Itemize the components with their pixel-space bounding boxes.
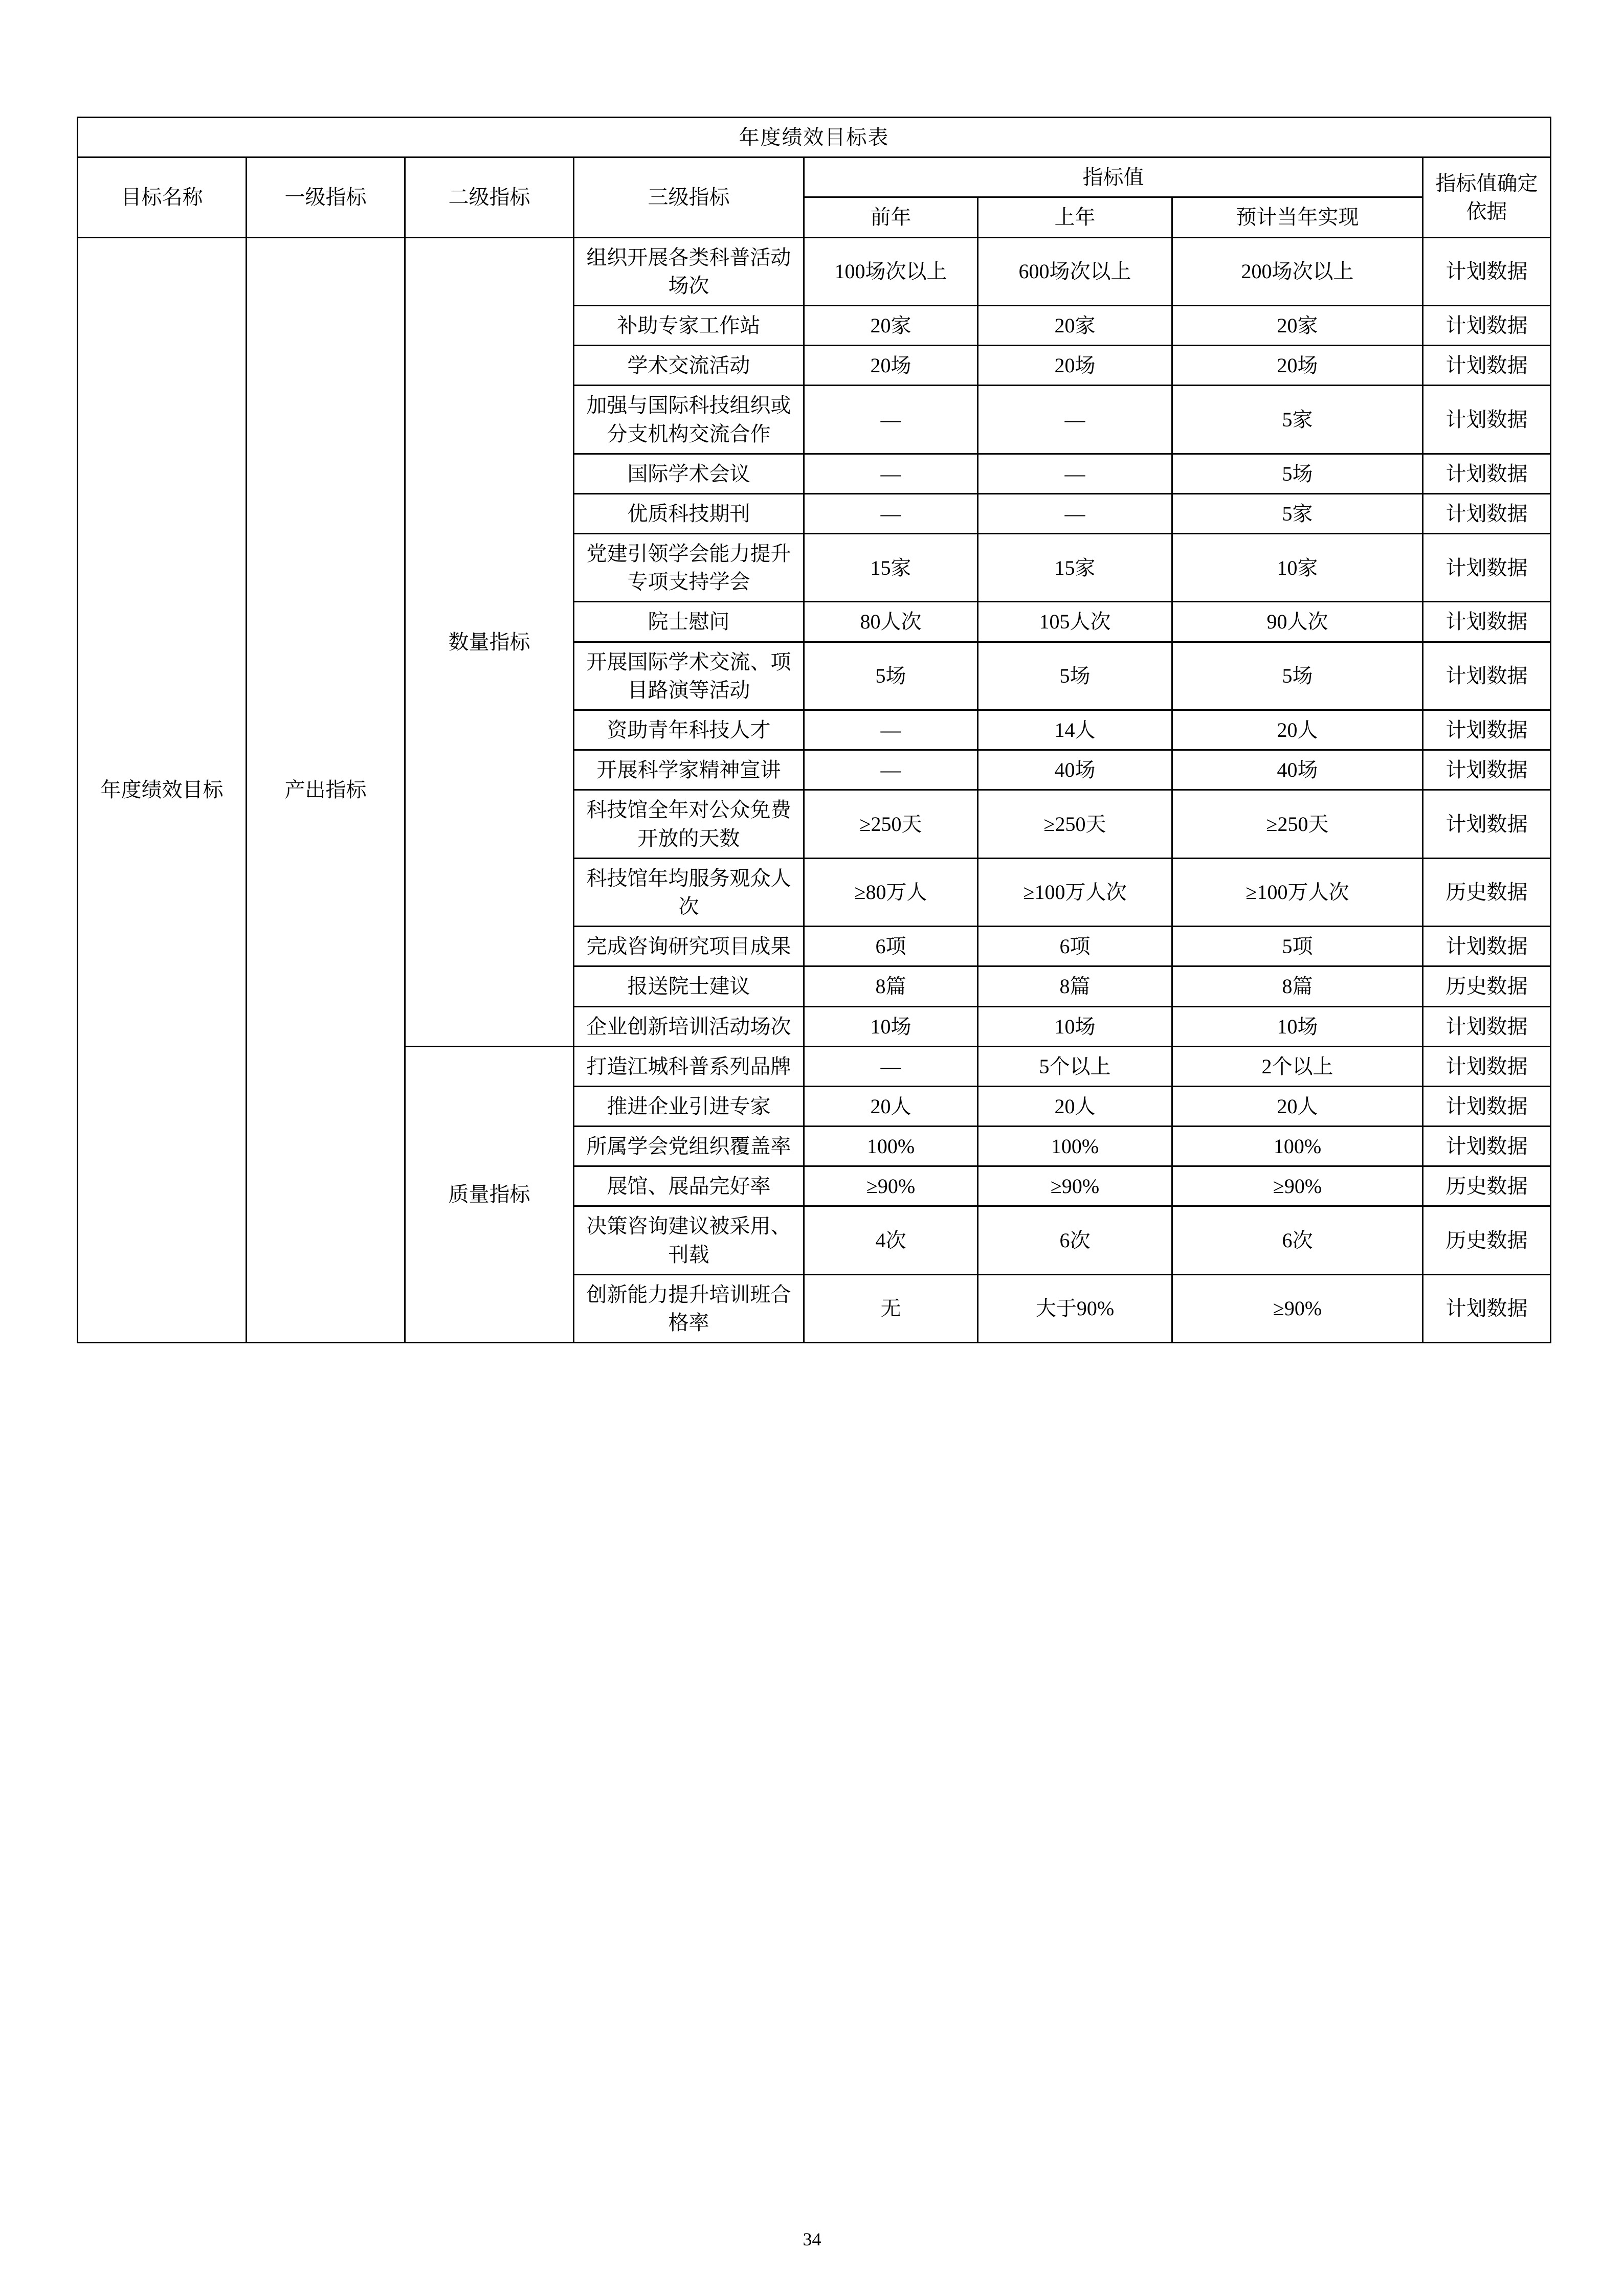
- cell-level3: 国际学术会议: [574, 454, 804, 493]
- cell-level2: 数量指标: [405, 237, 574, 1046]
- cell-current: 5场: [1172, 642, 1423, 710]
- cell-prev2: 无: [804, 1274, 978, 1342]
- cell-level3: 打造江城科普系列品牌: [574, 1046, 804, 1086]
- cell-prev1: 20场: [978, 346, 1172, 386]
- cell-basis: 计划数据: [1423, 305, 1551, 345]
- cell-current: 200场次以上: [1172, 237, 1423, 305]
- cell-prev2: ≥90%: [804, 1166, 978, 1206]
- header-level2: 二级指标: [405, 157, 574, 237]
- cell-current: 5家: [1172, 493, 1423, 533]
- cell-basis: 计划数据: [1423, 493, 1551, 533]
- cell-basis: 计划数据: [1423, 750, 1551, 790]
- cell-level3: 完成咨询研究项目成果: [574, 927, 804, 966]
- cell-prev2: 8篇: [804, 966, 978, 1006]
- cell-level3: 科技馆全年对公众免费开放的天数: [574, 790, 804, 858]
- cell-prev2: ≥250天: [804, 790, 978, 858]
- table-title-row: [78, 118, 1551, 157]
- cell-current: 5家: [1172, 386, 1423, 454]
- cell-level3: 学术交流活动: [574, 346, 804, 386]
- cell-current: ≥100万人次: [1172, 858, 1423, 926]
- cell-prev1: ≥90%: [978, 1166, 1172, 1206]
- cell-prev1: 5个以上: [978, 1046, 1172, 1086]
- cell-level3: 决策咨询建议被采用、刊载: [574, 1206, 804, 1274]
- cell-prev2: 100场次以上: [804, 237, 978, 305]
- cell-level3: 推进企业引进专家: [574, 1086, 804, 1126]
- cell-prev1: —: [978, 493, 1172, 533]
- cell-basis: 计划数据: [1423, 642, 1551, 710]
- cell-basis: 历史数据: [1423, 966, 1551, 1006]
- cell-basis: 历史数据: [1423, 1166, 1551, 1206]
- cell-level1: 产出指标: [247, 237, 405, 1343]
- cell-basis: 计划数据: [1423, 346, 1551, 386]
- cell-level3: 报送院士建议: [574, 966, 804, 1006]
- cell-prev2: 15家: [804, 534, 978, 602]
- cell-prev2: —: [804, 1046, 978, 1086]
- cell-basis: 计划数据: [1423, 386, 1551, 454]
- header-year-before-last: 前年: [804, 197, 978, 237]
- cell-prev2: 5场: [804, 642, 978, 710]
- page-number: 34: [803, 2229, 821, 2249]
- cell-level3: 补助专家工作站: [574, 305, 804, 345]
- cell-current: 10家: [1172, 534, 1423, 602]
- cell-basis: 计划数据: [1423, 237, 1551, 305]
- cell-current: ≥250天: [1172, 790, 1423, 858]
- cell-prev1: 20人: [978, 1086, 1172, 1126]
- header-indicator-value: 指标值: [804, 157, 1423, 197]
- cell-basis: 计划数据: [1423, 1046, 1551, 1086]
- cell-level3: 开展国际学术交流、项目路演等活动: [574, 642, 804, 710]
- cell-prev2: 6项: [804, 927, 978, 966]
- cell-prev1: 6项: [978, 927, 1172, 966]
- header-goal-name: 目标名称: [78, 157, 247, 237]
- cell-current: 2个以上: [1172, 1046, 1423, 1086]
- cell-prev1: —: [978, 386, 1172, 454]
- cell-prev2: 4次: [804, 1206, 978, 1274]
- cell-basis: 计划数据: [1423, 454, 1551, 493]
- cell-level3: 院士慰问: [574, 602, 804, 642]
- cell-prev2: —: [804, 710, 978, 750]
- cell-current: 5场: [1172, 454, 1423, 493]
- cell-basis: 计划数据: [1423, 1086, 1551, 1126]
- cell-basis: 计划数据: [1423, 602, 1551, 642]
- table-title: 年度绩效目标表: [78, 118, 1551, 157]
- header-level1: 一级指标: [247, 157, 405, 237]
- cell-level3: 加强与国际科技组织或分支机构交流合作: [574, 386, 804, 454]
- cell-basis: 计划数据: [1423, 1127, 1551, 1166]
- cell-prev1: 105人次: [978, 602, 1172, 642]
- cell-prev1: 15家: [978, 534, 1172, 602]
- cell-prev1: 大于90%: [978, 1274, 1172, 1342]
- cell-level3: 优质科技期刊: [574, 493, 804, 533]
- cell-basis: 计划数据: [1423, 1274, 1551, 1342]
- cell-prev2: 20场: [804, 346, 978, 386]
- cell-current: 6次: [1172, 1206, 1423, 1274]
- cell-prev1: 20家: [978, 305, 1172, 345]
- cell-prev2: 20家: [804, 305, 978, 345]
- cell-current: 90人次: [1172, 602, 1423, 642]
- performance-target-sheet: [77, 117, 1550, 1343]
- cell-current: 5项: [1172, 927, 1423, 966]
- cell-level3: 科技馆年均服务观众人次: [574, 858, 804, 926]
- cell-prev2: —: [804, 454, 978, 493]
- cell-prev1: 8篇: [978, 966, 1172, 1006]
- cell-level3: 党建引领学会能力提升专项支持学会: [574, 534, 804, 602]
- cell-level3: 资助青年科技人才: [574, 710, 804, 750]
- header-row-1: [78, 157, 1551, 197]
- cell-prev2: 10场: [804, 1006, 978, 1046]
- cell-prev1: 40场: [978, 750, 1172, 790]
- cell-current: 8篇: [1172, 966, 1423, 1006]
- cell-level3: 企业创新培训活动场次: [574, 1006, 804, 1046]
- cell-prev1: 600场次以上: [978, 237, 1172, 305]
- cell-prev2: ≥80万人: [804, 858, 978, 926]
- header-expected-current: 预计当年实现: [1172, 197, 1423, 237]
- cell-current: 20家: [1172, 305, 1423, 345]
- cell-prev1: 14人: [978, 710, 1172, 750]
- cell-basis: 计划数据: [1423, 534, 1551, 602]
- cell-prev2: 20人: [804, 1086, 978, 1126]
- cell-prev1: 5场: [978, 642, 1172, 710]
- cell-basis: 计划数据: [1423, 927, 1551, 966]
- cell-prev2: —: [804, 750, 978, 790]
- cell-prev2: 100%: [804, 1127, 978, 1166]
- cell-current: 20场: [1172, 346, 1423, 386]
- cell-prev2: —: [804, 493, 978, 533]
- header-level3: 三级指标: [574, 157, 804, 237]
- performance-target-table: [77, 117, 1551, 1343]
- cell-basis: 历史数据: [1423, 1206, 1551, 1274]
- cell-current: 100%: [1172, 1127, 1423, 1166]
- cell-current: ≥90%: [1172, 1274, 1423, 1342]
- cell-current: 10场: [1172, 1006, 1423, 1046]
- cell-prev1: ≥250天: [978, 790, 1172, 858]
- cell-basis: 计划数据: [1423, 790, 1551, 858]
- cell-level3: 展馆、展品完好率: [574, 1166, 804, 1206]
- cell-basis: 历史数据: [1423, 858, 1551, 926]
- cell-level3: 组织开展各类科普活动场次: [574, 237, 804, 305]
- cell-basis: 计划数据: [1423, 1006, 1551, 1046]
- cell-level3: 开展科学家精神宣讲: [574, 750, 804, 790]
- cell-basis: 计划数据: [1423, 710, 1551, 750]
- cell-level2: 质量指标: [405, 1046, 574, 1343]
- cell-current: 20人: [1172, 1086, 1423, 1126]
- cell-prev2: 80人次: [804, 602, 978, 642]
- cell-level3: 所属学会党组织覆盖率: [574, 1127, 804, 1166]
- cell-prev1: 100%: [978, 1127, 1172, 1166]
- cell-prev1: —: [978, 454, 1172, 493]
- header-basis: 指标值确定依据: [1423, 157, 1551, 237]
- cell-prev1: ≥100万人次: [978, 858, 1172, 926]
- header-last-year: 上年: [978, 197, 1172, 237]
- cell-current: 20人: [1172, 710, 1423, 750]
- table-row: [78, 237, 1551, 305]
- cell-prev2: —: [804, 386, 978, 454]
- cell-current: 40场: [1172, 750, 1423, 790]
- cell-current: ≥90%: [1172, 1166, 1423, 1206]
- cell-prev1: 10场: [978, 1006, 1172, 1046]
- cell-goal-name: 年度绩效目标: [78, 237, 247, 1343]
- cell-level3: 创新能力提升培训班合格率: [574, 1274, 804, 1342]
- cell-prev1: 6次: [978, 1206, 1172, 1274]
